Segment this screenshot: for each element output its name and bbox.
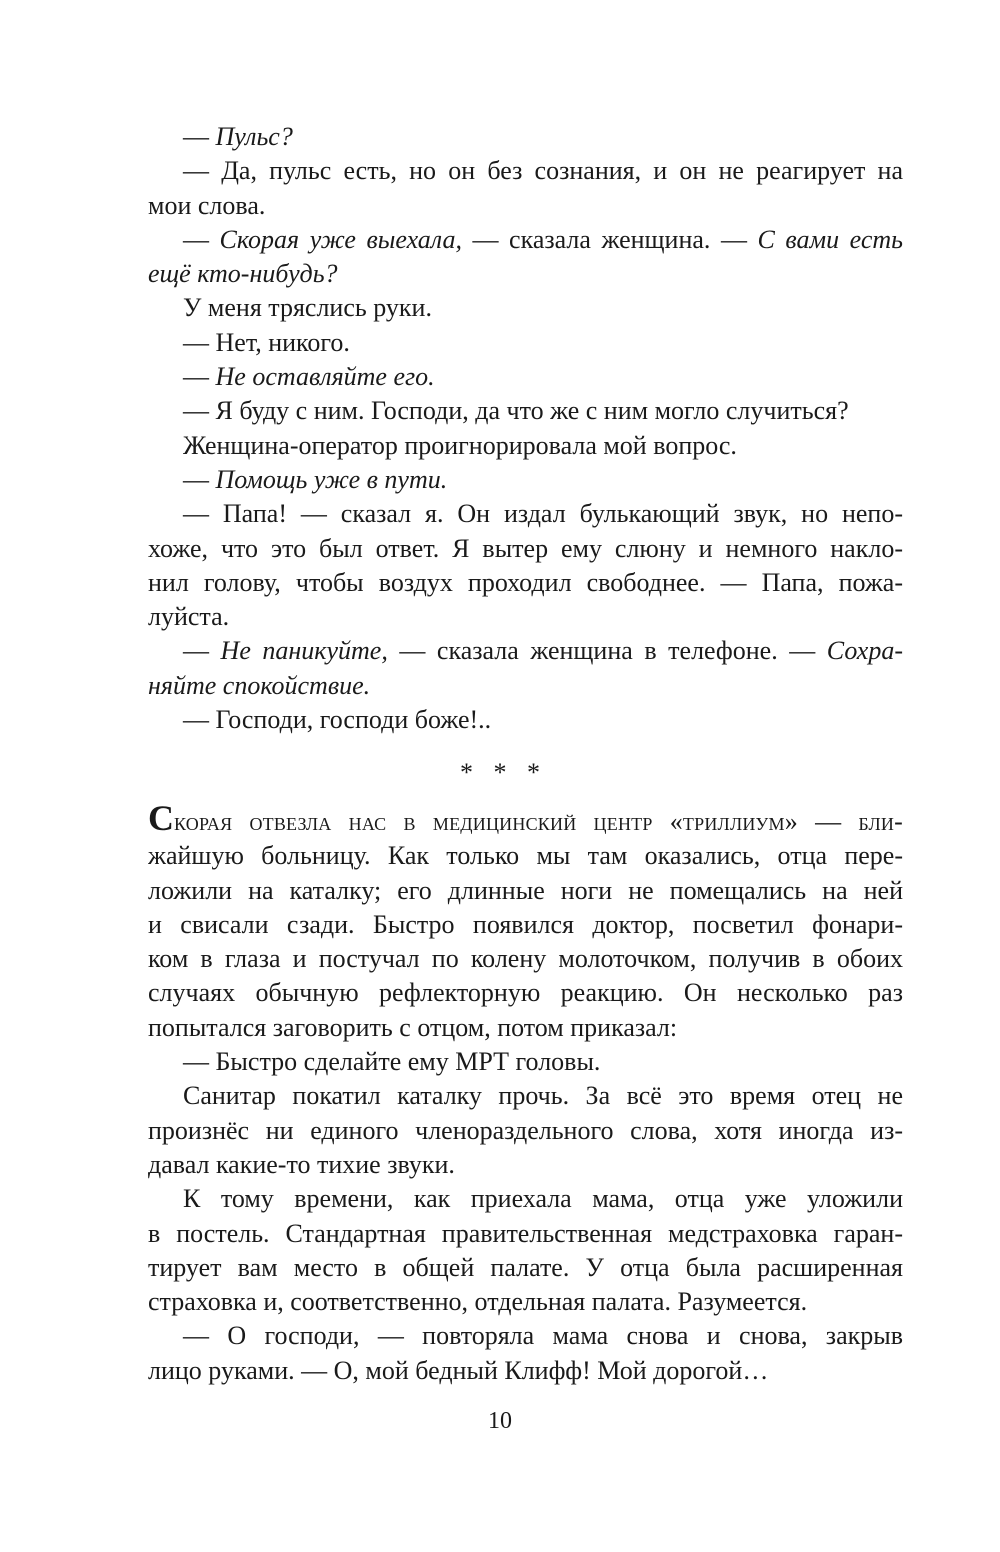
italic-speech: ещё кто-нибудь? bbox=[148, 259, 338, 289]
text-segment: — bbox=[183, 224, 220, 254]
text-segment: и свисали сзади. Быстро появился доктор, посветил фонари- bbox=[148, 909, 903, 939]
text-line bbox=[148, 874, 903, 908]
text-line bbox=[148, 908, 903, 942]
text-segment: ложили на каталку; его длинные ноги не помещались на ней bbox=[148, 875, 903, 905]
text-segment: — Да, пульс есть, но он без сознания, и он не реагирует на bbox=[183, 156, 903, 186]
text-line bbox=[148, 703, 903, 737]
text-segment: лицо руками. — О, мой бедный Клифф! Мой дорогой… bbox=[148, 1355, 769, 1385]
text-line bbox=[148, 394, 903, 428]
text-line bbox=[148, 1114, 903, 1148]
text-segment: Женщина-оператор проигнорировала мой вопрос. bbox=[183, 430, 737, 460]
text-segment: корая отвезла нас в медицинский центр «триллиум» — бли- bbox=[174, 807, 903, 836]
text-segment: — сказала женщина. — bbox=[461, 224, 758, 254]
text-segment: ком в глаза и постучал по колену молоточком, получив в обоих bbox=[148, 944, 903, 974]
text-line bbox=[148, 1354, 903, 1388]
text-line bbox=[148, 942, 903, 976]
text-line bbox=[148, 1079, 903, 1113]
text-line bbox=[148, 154, 903, 188]
page-number: 10 bbox=[488, 1408, 512, 1434]
text-segment: тирует вам место в общей палате. У отца была расширенная bbox=[148, 1252, 903, 1282]
text-line bbox=[148, 1319, 903, 1353]
text-segment: — Я буду с ним. Господи, да что же с ним могло случиться? bbox=[183, 396, 849, 426]
text-line bbox=[148, 463, 903, 497]
italic-speech: Скорая уже выехала, bbox=[219, 224, 462, 254]
text-line bbox=[148, 189, 903, 223]
text-segment: — сказала женщина в телефоне. — bbox=[387, 636, 827, 666]
text-line bbox=[148, 600, 903, 634]
text-line bbox=[148, 429, 903, 463]
text-segment: мои слова. bbox=[148, 190, 266, 220]
italic-speech: Пульс? bbox=[215, 122, 293, 151]
italic-speech: Не паникуйте, bbox=[220, 636, 388, 666]
text-line bbox=[148, 223, 903, 257]
narrative-section bbox=[148, 805, 903, 1388]
text-line bbox=[148, 634, 903, 668]
drop-cap: С bbox=[148, 805, 174, 838]
text-segment: страховка и, соответственно, отдельная палата. Разумеется. bbox=[148, 1287, 808, 1317]
text-line bbox=[148, 1217, 903, 1251]
text-line bbox=[148, 1045, 903, 1079]
text-line bbox=[148, 1011, 903, 1045]
text-line bbox=[148, 1182, 903, 1216]
italic-speech: няйте спокойствие. bbox=[148, 670, 371, 700]
text-line bbox=[148, 566, 903, 600]
text-line bbox=[148, 360, 903, 394]
text-line bbox=[148, 1251, 903, 1285]
text-line bbox=[148, 497, 903, 531]
text-segment: луйста. bbox=[148, 602, 230, 632]
text-segment: — bbox=[183, 464, 216, 494]
text-line bbox=[148, 326, 903, 360]
text-segment: давал какие-то тихие звуки. bbox=[148, 1149, 455, 1179]
text-line bbox=[148, 257, 903, 291]
text-segment: хоже, что это был ответ. Я вытер ему слюну и немного накло- bbox=[148, 533, 903, 563]
text-segment: произнёс ни единого членораздельного слова, хотя иногда из- bbox=[148, 1115, 903, 1145]
italic-speech: Помощь уже в пути. bbox=[215, 464, 448, 494]
text-segment: нил голову, чтобы воздух проходил свободнее. — Папа, пожа- bbox=[148, 567, 903, 597]
text-segment: К тому времени, как приехала мама, отца уже уложили bbox=[183, 1184, 903, 1214]
text-line bbox=[148, 839, 903, 873]
text-segment: — Господи, господи боже!.. bbox=[183, 705, 492, 735]
italic-speech: Не оставляйте его. bbox=[215, 362, 435, 392]
text-segment: случаях обычную рефлекторную реакцию. Он несколько раз bbox=[148, 978, 903, 1008]
dialogue-section bbox=[148, 120, 903, 737]
text-line bbox=[148, 669, 903, 703]
text-segment: — Нет, никого. bbox=[183, 327, 350, 357]
text-line bbox=[148, 1285, 903, 1319]
text-segment: — bbox=[183, 362, 216, 392]
text-line bbox=[148, 805, 903, 839]
text-segment: У меня тряслись руки. bbox=[183, 293, 432, 323]
text-line bbox=[148, 291, 903, 325]
text-line bbox=[148, 1148, 903, 1182]
text-segment: в постель. Стандартная правительственная медстраховка гаран- bbox=[148, 1218, 903, 1248]
text-line bbox=[148, 120, 903, 154]
text-segment: попытался заговорить с отцом, потом приказал: bbox=[148, 1012, 678, 1042]
italic-speech: С вами есть bbox=[757, 224, 903, 254]
text-segment: — Быстро сделайте ему МРТ головы. bbox=[183, 1047, 601, 1077]
text-segment: — Папа! — сказал я. Он издал булькающий звук, но непо- bbox=[183, 499, 903, 529]
text-segment: — bbox=[183, 122, 216, 151]
text-line bbox=[148, 532, 903, 566]
text-segment: — bbox=[183, 636, 221, 666]
text-line bbox=[148, 976, 903, 1010]
text-segment: Санитар покатил каталку прочь. За всё это время отец не bbox=[183, 1081, 903, 1111]
text-segment: жайшую больницу. Как только мы там оказались, отца пере- bbox=[148, 841, 903, 871]
text-segment: — О господи, — повторяла мама снова и снова, закрыв bbox=[183, 1321, 903, 1351]
section-separator: * * * bbox=[460, 758, 540, 787]
italic-speech: Сохра- bbox=[826, 636, 903, 666]
